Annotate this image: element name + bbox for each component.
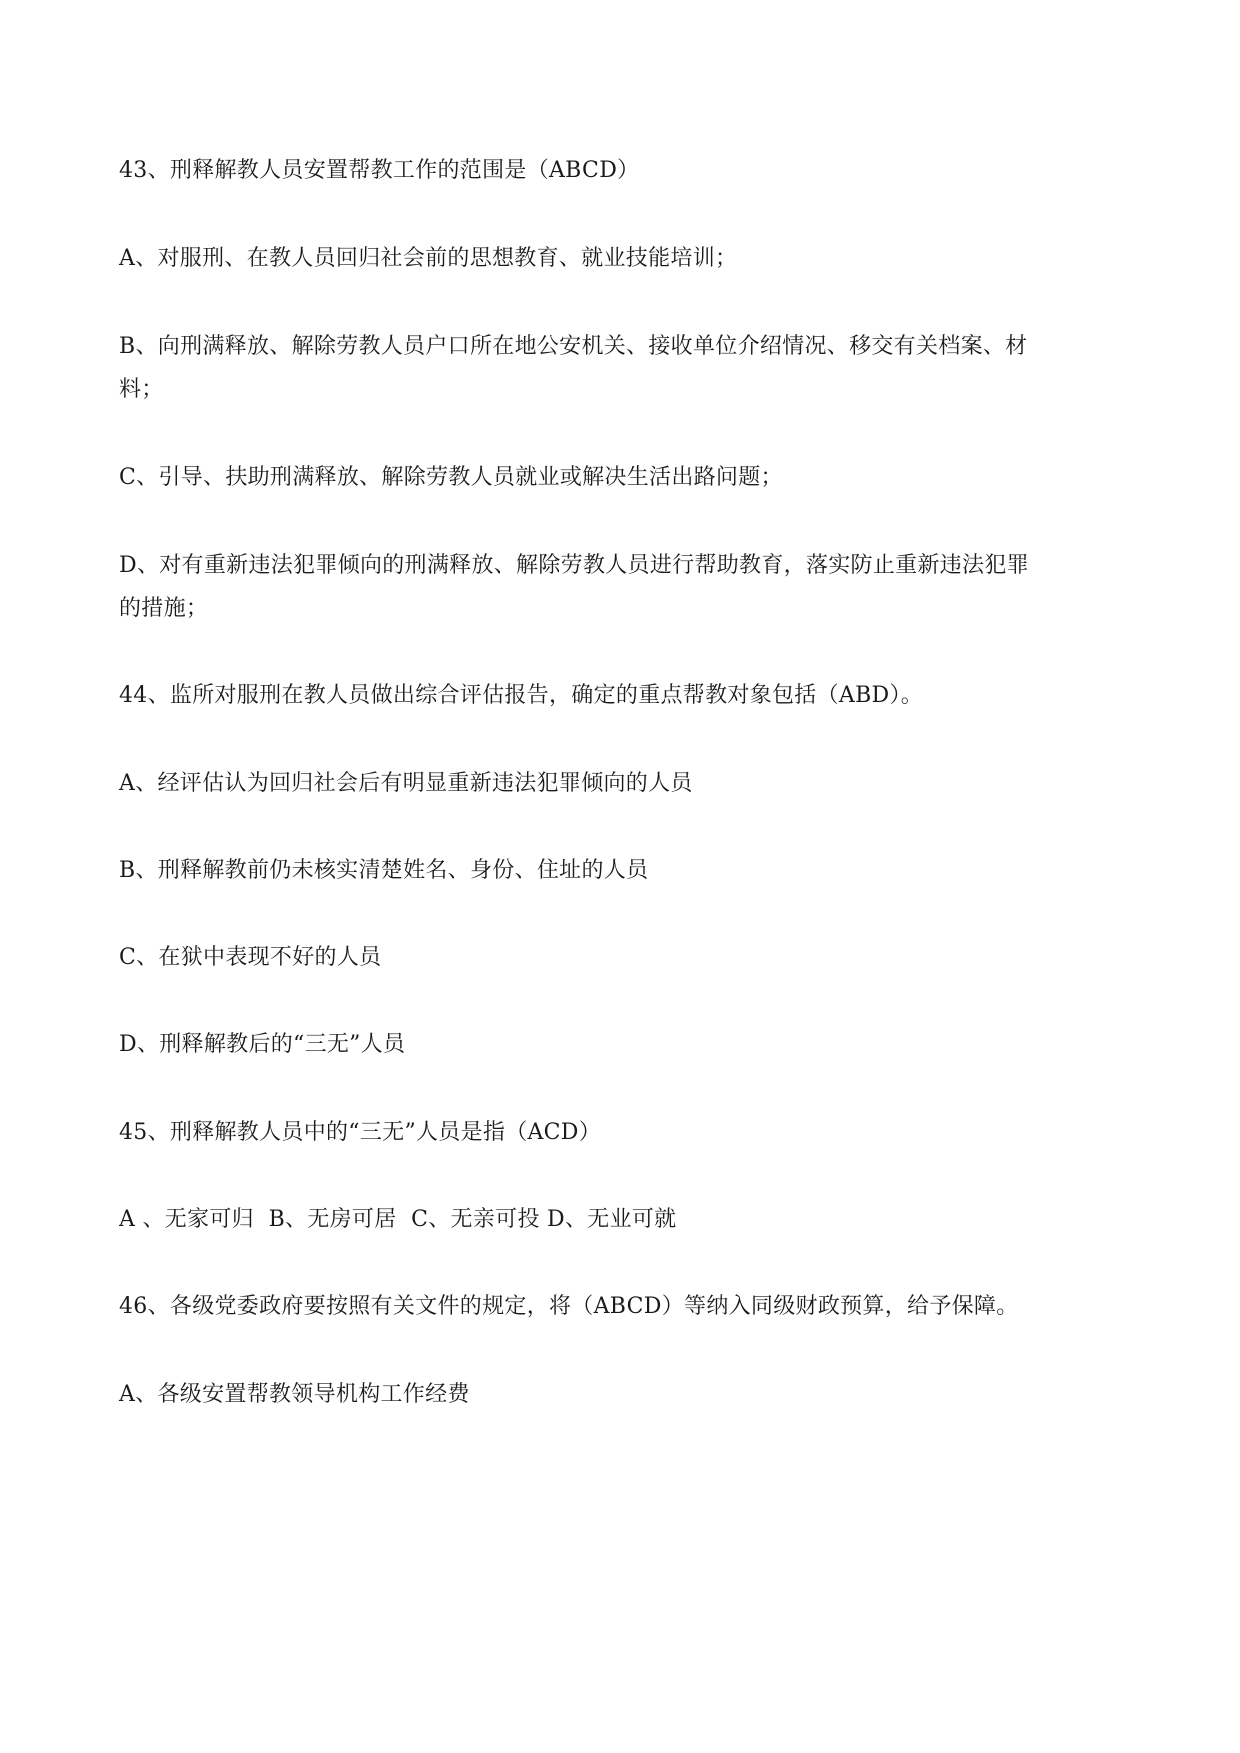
q45-options: A 、无家可归 B、无房可居 C、无亲可投 D、无业可就 bbox=[119, 1207, 677, 1232]
q44-option-d: D、刑释解教后的“三无”人员 bbox=[119, 1032, 406, 1057]
q46-option-a: A、各级安置帮教领导机构工作经费 bbox=[119, 1382, 470, 1407]
question-44: 44、监所对服刑在教人员做出综合评估报告，确定的重点帮教对象包括（ABD）。 bbox=[119, 683, 924, 708]
q44-option-b: B、刑释解教前仍未核实清楚姓名、身份、住址的人员 bbox=[119, 858, 649, 883]
q44-option-c: C、在狱中表现不好的人员 bbox=[119, 945, 382, 970]
question-45: 45、刑释解教人员中的“三无”人员是指（ACD） bbox=[119, 1120, 602, 1145]
q43-option-d-line2: 的措施； bbox=[119, 596, 209, 621]
q43-option-a: A、对服刑、在教人员回归社会前的思想教育、就业技能培训； bbox=[119, 246, 738, 271]
q43-option-d-line1: D、对有重新违法犯罪倾向的刑满释放、解除劳教人员进行帮助教育，落实防止重新违法犯罪 bbox=[119, 553, 1029, 578]
question-46: 46、各级党委政府要按照有关文件的规定，将（ABCD）等纳入同级财政预算，给予保障。 bbox=[119, 1294, 1019, 1319]
q43-option-b-line2: 料； bbox=[119, 377, 164, 402]
q43-option-c: C、引导、扶助刑满释放、解除劳教人员就业或解决生活出路问题； bbox=[119, 465, 783, 490]
question-43: 43、刑释解教人员安置帮教工作的范围是（ABCD） bbox=[119, 158, 640, 183]
q43-option-b-line1: B、向刑满释放、解除劳教人员户口所在地公安机关、接收单位介绍情况、移交有关档案、材 bbox=[119, 334, 1028, 359]
q44-option-a: A、经评估认为回归社会后有明显重新违法犯罪倾向的人员 bbox=[119, 771, 693, 796]
